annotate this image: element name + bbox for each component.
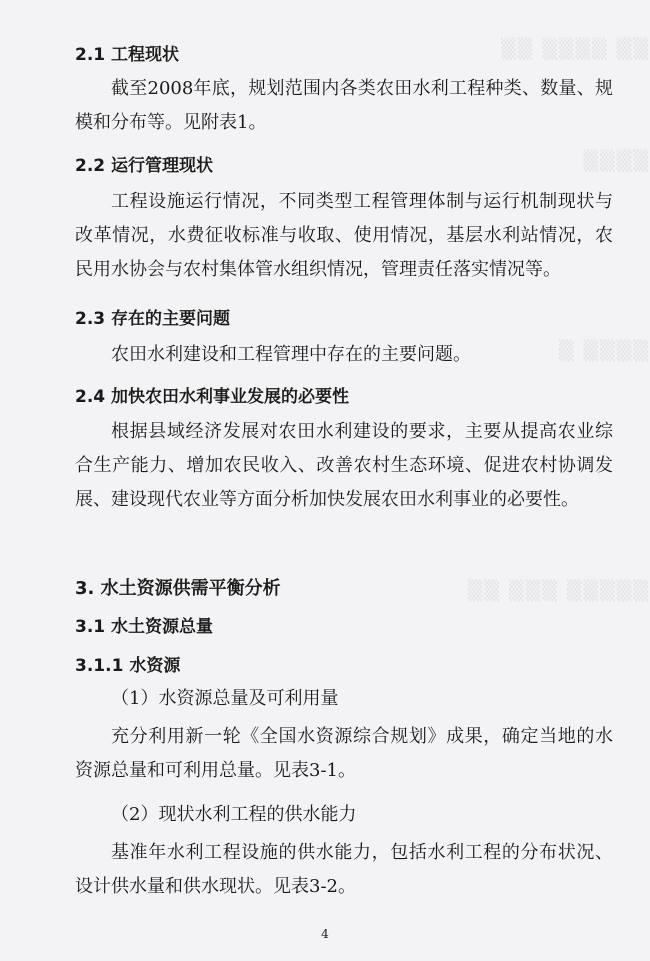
section-text-2-3: 农田水利建设和工程管理中存在的主要问题。 bbox=[111, 344, 471, 365]
section-text-2-1: 截至2008年底，规划范围内各类农田水利工程种类、数量、规模和分布等。见附表1。 bbox=[75, 78, 613, 133]
item-label-2: （2）现状水利工程的供水能力 bbox=[111, 804, 357, 825]
item-text-2: 基准年水利工程设施的供水能力，包括水利工程的分布状况、设计供水量和供水现状。见表3-2。 bbox=[75, 842, 613, 897]
bleed-through: ▒▒ ▒▒▒ ▒▒▒▒▒ bbox=[467, 580, 650, 602]
page-number: 4 bbox=[321, 927, 329, 941]
section-heading-2-3: 2.3 存在的主要问题 bbox=[75, 309, 231, 329]
section-text-2-4: 根据县域经济发展对农田水利建设的要求，主要从提高农业综合生产能力、增加农民收入、改善农村生态环境、促进农村协调发展、建设现代农业等方面分析加快发展农田水利事业的必要性。 bbox=[75, 421, 613, 510]
section-heading-3: 3. 水土资源供需平衡分析 bbox=[75, 578, 281, 599]
bleed-through: ▒▒▒▒ bbox=[583, 150, 650, 172]
section-heading-3-1: 3.1 水土资源总量 bbox=[75, 617, 214, 637]
bleed-through: ▒▒ ▒▒▒▒ ▒▒ bbox=[501, 38, 650, 60]
section-heading-2-1: 2.1 工程现状 bbox=[75, 45, 180, 65]
item-text-1: 充分利用新一轮《全国水资源综合规划》成果，确定当地的水资源总量和可利用总量。见表3-1。 bbox=[75, 726, 613, 781]
section-heading-3-1-1: 3.1.1 水资源 bbox=[75, 656, 181, 676]
item-label-1: （1）水资源总量及可利用量 bbox=[111, 688, 339, 709]
bleed-through: ▒ ▒▒▒▒ bbox=[558, 340, 650, 362]
section-heading-2-2: 2.2 运行管理现状 bbox=[75, 156, 214, 176]
section-heading-2-4: 2.4 加快农田水利事业发展的必要性 bbox=[75, 387, 350, 407]
section-text-2-2: 工程设施运行情况，不同类型工程管理体制与运行机制现状与改革情况，水费征收标准与收取、使用情况，基层水利站情况，农民用水协会与农村集体管水组织情况，管理责任落实情况等。 bbox=[75, 191, 613, 280]
